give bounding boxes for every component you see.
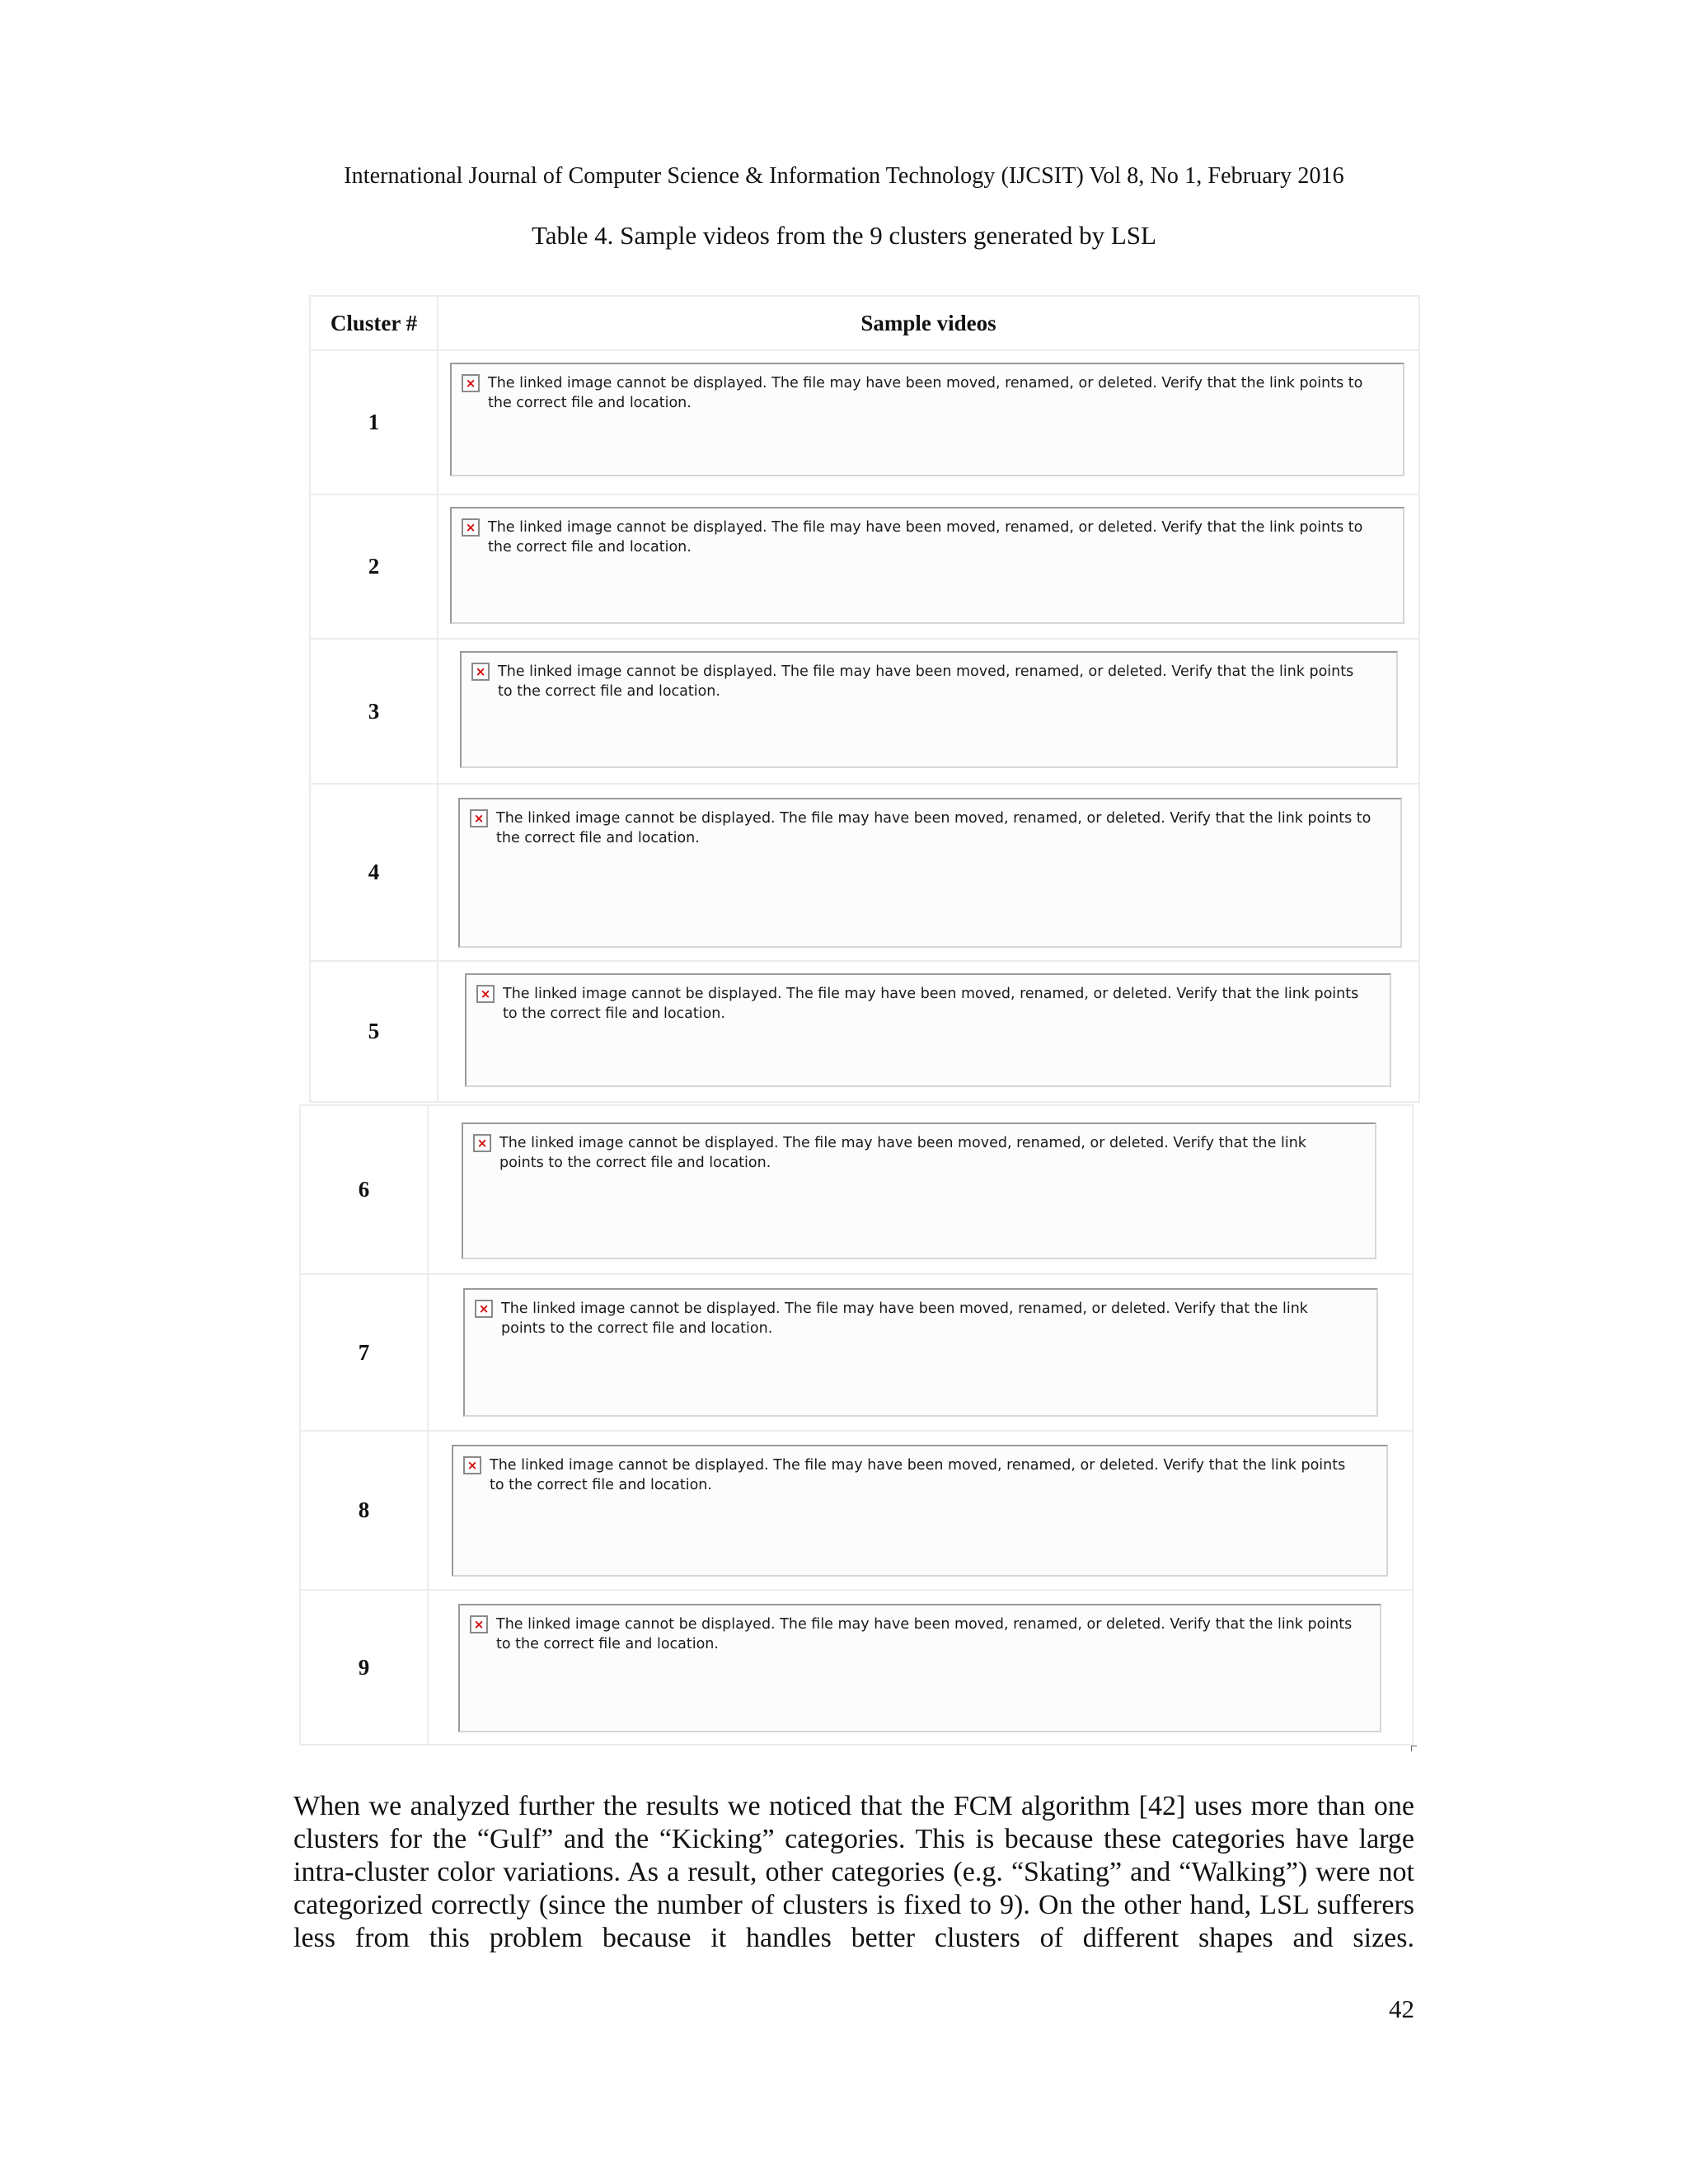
broken-image-placeholder <box>450 363 1404 476</box>
column-header-cluster: Cluster # <box>310 296 438 350</box>
broken-image-placeholder <box>458 798 1402 948</box>
table-row <box>310 494 1419 639</box>
cluster-number: 8 <box>300 1431 428 1590</box>
cluster-number: 7 <box>300 1274 428 1431</box>
broken-image-icon: × <box>475 1300 493 1318</box>
broken-image-message: The linked image cannot be displayed. The file may have been moved, renamed, or deleted. Verify that the link points to the correct file and location. <box>503 986 1359 1022</box>
broken-image-icon: × <box>470 1615 488 1633</box>
table-row <box>310 784 1419 961</box>
table-row <box>300 1590 1413 1745</box>
sample-videos-cell <box>428 1274 1413 1431</box>
broken-image-message: The linked image cannot be displayed. The file may have been moved, renamed, or deleted. Verify that the link points to the correct file and location. <box>488 519 1363 555</box>
cluster-number: 3 <box>310 639 438 784</box>
broken-image-icon: × <box>471 663 490 681</box>
sample-videos-cell <box>438 784 1419 961</box>
broken-image-icon: × <box>463 1456 481 1474</box>
broken-image-icon: × <box>476 985 495 1003</box>
cluster-number: 9 <box>300 1590 428 1745</box>
broken-image-message: The linked image cannot be displayed. The file may have been moved, renamed, or deleted. Verify that the link points to the correct file and location. <box>501 1301 1308 1337</box>
broken-image-message: The linked image cannot be displayed. The file may have been moved, renamed, or deleted. Verify that the link points to the correct file and location. <box>499 1135 1306 1171</box>
cluster-number: 4 <box>310 784 438 961</box>
page-number: 42 <box>1389 1994 1414 2023</box>
cluster-number: 2 <box>310 494 438 639</box>
broken-image-icon: × <box>473 1134 491 1152</box>
sample-videos-cell <box>438 639 1419 784</box>
cluster-table-part-2 <box>299 1104 1414 1746</box>
broken-image-icon: × <box>462 518 480 537</box>
table-row <box>310 961 1419 1102</box>
crop-mark <box>1411 1746 1417 1751</box>
table-row <box>310 639 1419 784</box>
sample-videos-cell <box>438 494 1419 639</box>
broken-image-icon: × <box>462 374 480 392</box>
table-row <box>300 1431 1413 1590</box>
table-caption: Table 4. Sample videos from the 9 clusters generated by LSL <box>532 221 1156 250</box>
broken-image-placeholder <box>463 1288 1378 1417</box>
broken-image-message: The linked image cannot be displayed. The file may have been moved, renamed, or deleted. Verify that the link points to the correct file and location. <box>488 375 1363 411</box>
sample-videos-cell <box>438 961 1419 1102</box>
broken-image-message: The linked image cannot be displayed. The file may have been moved, renamed, or deleted. Verify that the link points to the correct file and location. <box>490 1457 1346 1493</box>
cluster-table-part-1 <box>309 295 1420 1103</box>
column-header-sample-videos: Sample videos <box>438 296 1419 350</box>
table-row <box>300 1274 1413 1431</box>
table-row <box>300 1105 1413 1274</box>
table-header-row <box>310 296 1419 350</box>
broken-image-message: The linked image cannot be displayed. The file may have been moved, renamed, or deleted. Verify that the link points to the correct file and location. <box>496 810 1372 846</box>
broken-image-icon: × <box>470 809 488 827</box>
cluster-number: 5 <box>310 961 438 1102</box>
journal-header: International Journal of Computer Science & Information Technology (IJCSIT) Vol 8, No 1, February 2016 <box>344 163 1344 189</box>
broken-image-placeholder <box>452 1445 1388 1577</box>
sample-videos-cell <box>438 350 1419 494</box>
body-paragraph: When we analyzed further the results we noticed that the FCM algorithm [42] uses more than one clusters for the “Gulf” and the “Kicking” categories. This is because these categories have large intra-cluster color variations. As a result, other categories (e.g. “Skating” and “Walking”) were not categorized correctly (since the number of clusters is fixed to 9). On the other hand, LSL sufferers less from this problem because it handles better clusters of different shapes and sizes. <box>293 1791 1414 1953</box>
broken-image-message: The linked image cannot be displayed. The file may have been moved, renamed, or deleted. Verify that the link points to the correct file and location. <box>496 1616 1353 1652</box>
cluster-number: 6 <box>300 1105 428 1274</box>
sample-videos-cell <box>428 1431 1413 1590</box>
broken-image-placeholder <box>458 1604 1381 1732</box>
cluster-number: 1 <box>310 350 438 494</box>
broken-image-placeholder <box>462 1122 1376 1259</box>
table-row <box>310 350 1419 494</box>
sample-videos-cell <box>428 1590 1413 1745</box>
broken-image-message: The linked image cannot be displayed. The file may have been moved, renamed, or deleted. Verify that the link points to the correct file and location. <box>498 663 1354 700</box>
broken-image-placeholder <box>465 973 1391 1087</box>
broken-image-placeholder <box>450 507 1404 624</box>
sample-videos-cell <box>428 1105 1413 1274</box>
broken-image-placeholder <box>460 651 1398 768</box>
